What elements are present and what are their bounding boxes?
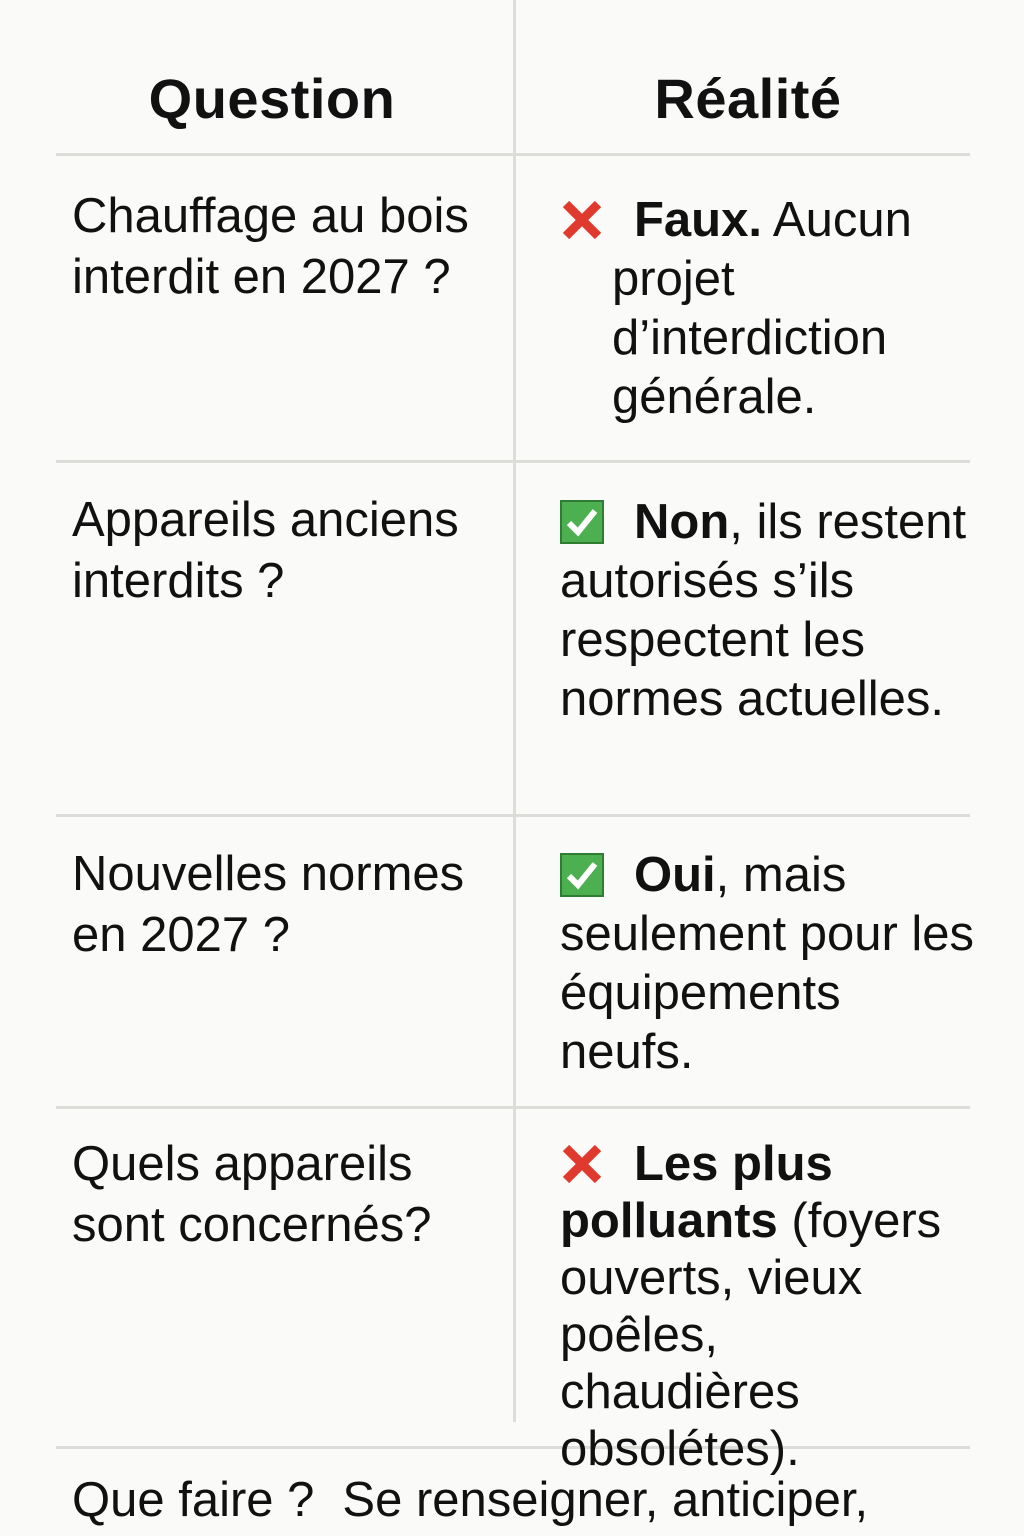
footer-advice: Se renseigner, anticiper, — [342, 1473, 869, 1527]
answer-verdict: Faux. — [634, 193, 762, 247]
footer-label: Que faire ? — [72, 1473, 315, 1527]
row-divider — [56, 460, 970, 463]
row-divider — [56, 1106, 970, 1109]
answer-text: (foyers ouverts, vieux poêles, chaudières obsolétes). — [560, 1194, 942, 1476]
question-cell: Quels appareils sont concernés? — [72, 1137, 432, 1252]
answer-cell — [560, 493, 980, 729]
header-divider — [56, 153, 970, 156]
cross-mark-icon — [560, 198, 604, 242]
answer-verdict: Non — [634, 495, 730, 549]
answer-cell — [560, 191, 982, 427]
check-box-icon — [560, 853, 604, 897]
question-cell: Nouvelles normes en 2027 ? — [72, 847, 465, 962]
check-box-icon — [560, 500, 604, 544]
answer-verdict: Oui — [634, 848, 716, 902]
row-divider — [56, 814, 970, 817]
column-divider — [513, 0, 516, 1422]
cross-mark-icon — [560, 1142, 604, 1186]
answer-cell — [560, 1136, 970, 1478]
footer-text — [72, 1470, 1012, 1531]
question-cell: Chauffage au bois interdit en 2027 ? — [72, 189, 469, 304]
answer-text: Aucun projet d’interdiction générale. — [612, 193, 912, 424]
reality-column-header: Réalité — [654, 67, 842, 130]
question-cell: Appareils anciens interdits ? — [72, 493, 459, 608]
answer-text: , ils restent autorisés s’ils respectent les normes actuelles. — [560, 495, 967, 726]
answer-cell — [560, 846, 980, 1082]
answer-text: , mais seulement pour les équipements neufs. — [560, 848, 975, 1079]
answer-verdict: Les plus polluants — [560, 1137, 833, 1248]
question-column-header: Question — [148, 67, 396, 130]
